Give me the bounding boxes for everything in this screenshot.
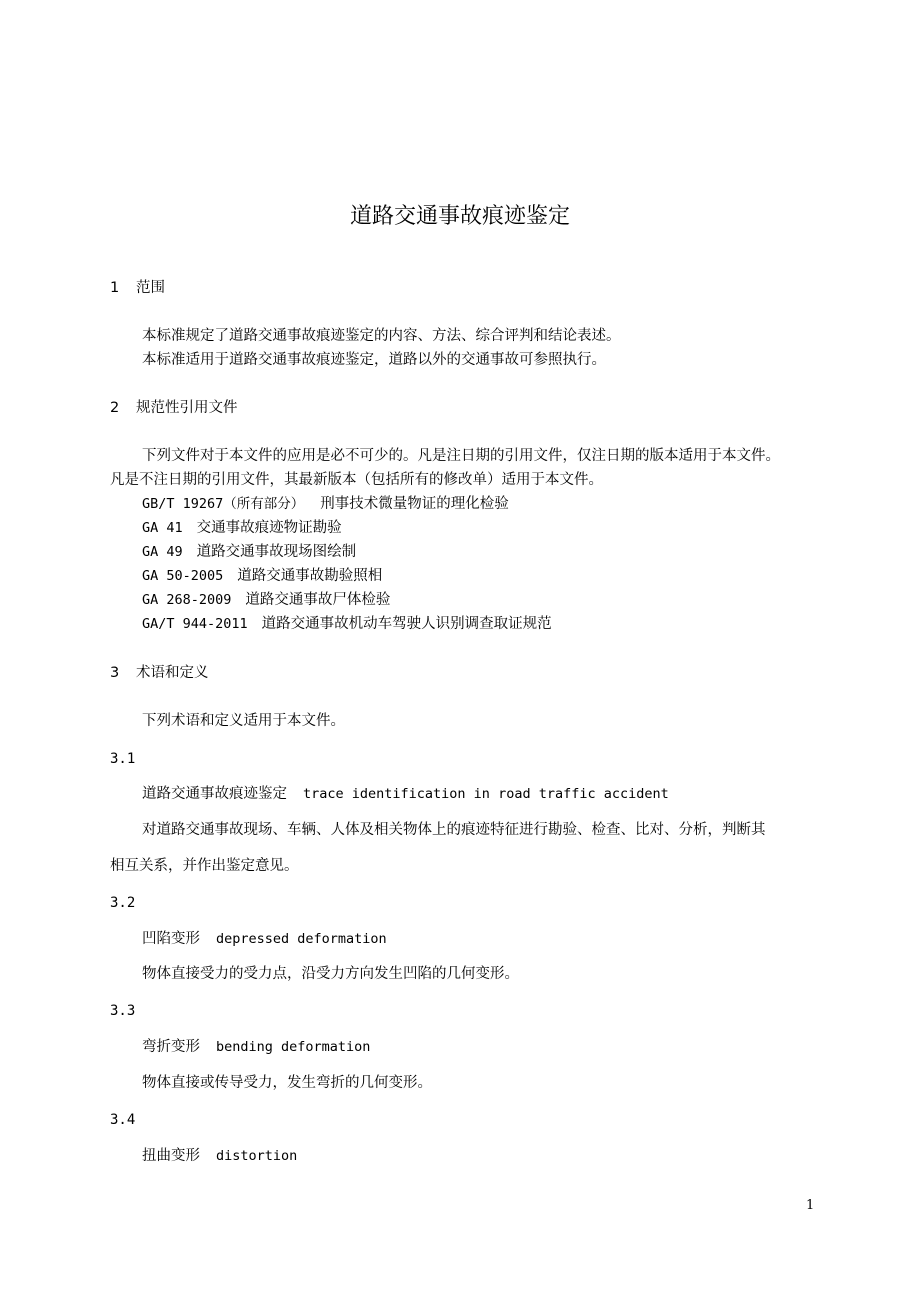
term-heading: [142, 783, 669, 805]
reference-title: 道路交通事故机动车驾驶人识别调查取证规范: [261, 616, 552, 632]
reference-item: [142, 565, 382, 587]
reference-item: [142, 517, 342, 539]
section-1-paragraph-2: 本标准适用于道路交通事故痕迹鉴定，道路以外的交通事故可参照执行。: [142, 352, 606, 368]
section-2-intro-line-2: 凡是不注日期的引用文件，其最新版本（包括所有的修改单）适用于本文件。: [110, 472, 603, 488]
term-heading: [142, 1036, 370, 1058]
section-1-number: 1: [110, 280, 120, 296]
term-chinese: 扭曲变形: [142, 1148, 200, 1164]
term-definition-line-2: 相互关系，并作出鉴定意见。: [110, 858, 299, 874]
reference-title: 刑事技术微量物证的理化检验: [320, 496, 509, 512]
reference-code: GA 49: [142, 544, 183, 560]
reference-code: GB/T 19267（所有部分）: [142, 496, 305, 512]
reference-code: GA/T 944-2011: [142, 616, 248, 632]
reference-item: [142, 613, 552, 635]
term-chinese: 道路交通事故痕迹鉴定: [142, 786, 287, 802]
section-3-heading: [110, 662, 209, 684]
section-2-intro-line-1: 下列文件对于本文件的应用是必不可少的。凡是注日期的引用文件，仅注日期的版本适用于本文件。: [142, 448, 780, 464]
section-3-intro: 下列术语和定义适用于本文件。: [142, 713, 345, 729]
term-heading: [142, 928, 387, 950]
reference-item: [142, 541, 356, 563]
term-definition-line-1: 物体直接或传导受力，发生弯折的几何变形。: [142, 1075, 432, 1091]
reference-title: 交通事故痕迹物证勘验: [196, 520, 342, 536]
term-english: distortion: [216, 1148, 298, 1164]
reference-title: 道路交通事故勘验照相: [237, 568, 383, 584]
term-number: 3.3: [110, 1003, 136, 1019]
section-2-number: 2: [110, 400, 120, 416]
page-number: 1: [806, 1198, 815, 1213]
reference-item: [142, 493, 509, 515]
term-chinese: 弯折变形: [142, 1039, 200, 1055]
section-3-title: 术语和定义: [136, 665, 209, 681]
section-1-paragraph-1: 本标准规定了道路交通事故痕迹鉴定的内容、方法、综合评判和结论表述。: [142, 328, 621, 344]
document-title: 道路交通事故痕迹鉴定: [349, 204, 570, 229]
term-number: 3.1: [110, 751, 136, 767]
reference-code: GA 50-2005: [142, 568, 224, 584]
term-english: trace identification in road traffic accident: [303, 786, 669, 802]
term-heading: [142, 1145, 297, 1167]
term-english: depressed deformation: [216, 931, 387, 947]
reference-item: [142, 589, 390, 611]
term-number: 3.4: [110, 1112, 136, 1128]
reference-title: 道路交通事故尸体检验: [245, 592, 391, 608]
term-english: bending deformation: [216, 1039, 371, 1055]
section-2-title: 规范性引用文件: [136, 400, 238, 416]
section-1-title: 范围: [136, 280, 165, 296]
section-1-heading: [110, 277, 165, 299]
section-3-number: 3: [110, 665, 120, 681]
section-2-heading: [110, 397, 238, 419]
reference-title: 道路交通事故现场图绘制: [196, 544, 357, 560]
term-number: 3.2: [110, 895, 136, 911]
reference-code: GA 41: [142, 520, 183, 536]
term-definition-line-1: 对道路交通事故现场、车辆、人体及相关物体上的痕迹特征进行勘验、检查、比对、分析，判断其: [142, 822, 766, 838]
term-chinese: 凹陷变形: [142, 931, 200, 947]
reference-code: GA 268-2009: [142, 592, 232, 608]
term-definition-line-1: 物体直接受力的受力点，沿受力方向发生凹陷的几何变形。: [142, 966, 519, 982]
